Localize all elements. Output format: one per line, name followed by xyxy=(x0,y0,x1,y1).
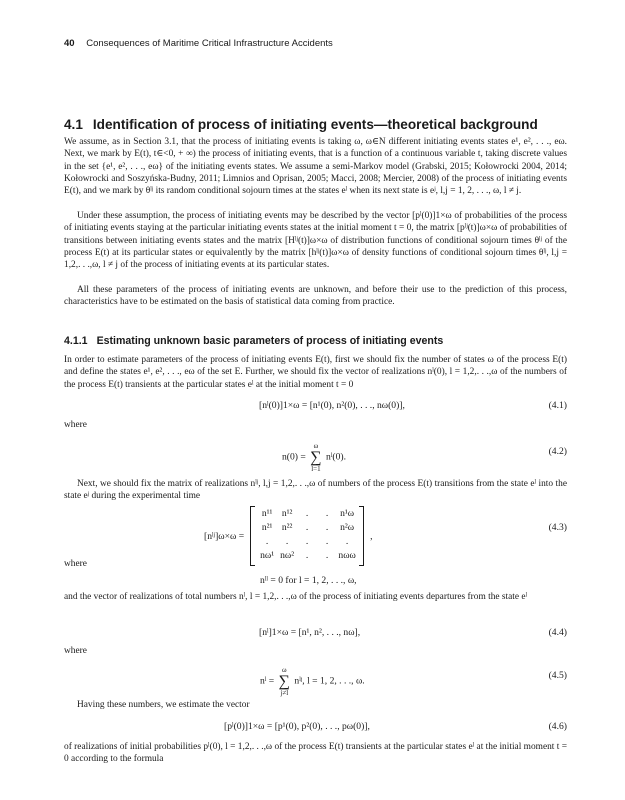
matrix-cell: nω² xyxy=(280,550,295,561)
section-title: Identification of process of initiating events—theoretical background xyxy=(92,117,538,132)
equation-4-3-number: (4.3) xyxy=(548,522,567,533)
equation-4-2-lhs: n(0) = xyxy=(282,451,306,463)
summation-symbol xyxy=(279,666,290,697)
matrix-cell: n²² xyxy=(281,522,293,533)
sigma-glyph: ∑ xyxy=(278,673,291,690)
matrix-cell: n²¹ xyxy=(261,522,273,533)
section-heading xyxy=(64,117,538,132)
equation-4-4-number: (4.4) xyxy=(548,627,567,638)
equation-4-6 xyxy=(64,721,567,735)
matrix-cell: n¹² xyxy=(281,508,293,519)
matrix-cell: nωω xyxy=(338,550,356,561)
equation-4-3-trail: , xyxy=(370,530,373,542)
equation-4-5-number: (4.5) xyxy=(548,670,567,681)
equation-4-3 xyxy=(204,506,373,566)
where-label-1: where xyxy=(64,420,87,430)
equation-4-1-number: (4.1) xyxy=(548,400,567,411)
matrix-cell: . xyxy=(325,536,329,547)
matrix-cell: . xyxy=(305,508,309,519)
paragraph-having-numbers: Having these numbers, we estimate the vector xyxy=(77,700,250,710)
equation-4-5-lhs: nˡ = xyxy=(260,675,275,687)
matrix-cell: . xyxy=(345,536,349,547)
sigma-glyph: ∑ xyxy=(310,449,322,466)
matrix-cell: . xyxy=(285,536,289,547)
paragraph-process-description: Under these assumption, the process of initiating events may be described by the vector [pˡ(0)]1×ω of probabilities of the process of initiating events staying at the particular initiating events states at the initial moment t = 0, the matrix [pˡʲ(t)]ω×ω of probabilities of transitions between initiating events states and the matrix [Hˡʲ(t)]ω×ω of distribution functions of conditional sojourn times θˡʲ of the process E(t) at its particular states or equivalently by the matrix [hˡʲ(t)]ω×ω of density functions of conditional sojourn times θˡʲ, l,j = 1,2,. . .,ω, l ≠ j of the process of initiating events at its particular states. xyxy=(64,211,567,271)
where-label-3: where xyxy=(64,646,87,656)
equation-diagonal-zero xyxy=(64,575,567,589)
matrix-cell: . xyxy=(305,522,309,533)
equation-4-2-number: (4.2) xyxy=(548,446,567,457)
paragraph-estimation-intro: In order to estimate parameters of the process of initiating events E(t), first we should fix the number of states ω of the process E(t) and define the states e¹, e², . . ., eω of the set E. Further, we should fix the vector of realizations nˡ(0), l = 1,2,. . .,ω of the numbers of the process E(t) transients at the particular states eˡ at the initial moment t = 0 xyxy=(64,355,567,390)
equation-4-4-body: [nˡ]1×ω = [n¹, n², . . ., nω], xyxy=(259,627,361,638)
summation-upper-limit: ω xyxy=(313,442,319,450)
subsection-title: Estimating unknown basic parameters of process of initiating events xyxy=(96,335,444,347)
subsection-heading xyxy=(64,335,443,347)
equation-4-3-label xyxy=(64,522,567,536)
running-head-title: Consequences of Maritime Critical Infrastructure Accidents xyxy=(86,38,333,49)
equation-4-1-body: [nˡ(0)]1×ω = [n¹(0), n²(0), . . ., nω(0)], xyxy=(259,400,405,411)
summation-lower-limit: l=1 xyxy=(311,465,321,473)
equation-4-2-body xyxy=(282,442,346,473)
paragraph-model-assumption: We assume, as in Section 3.1, that the process of initiating events is taking ω, ω∈N different initiating events states e¹, e², . . ., eω. Next, we mark by E(t), t∈<0, + ∞) the process of initiating events, that is a function of a continuous variable t, taking discrete values in the set {e¹, e², . . ., eω} of the initiating events states. We assume a semi-Markov model (Grabski, 2015; Kołowrocki 2004, 2014; Kołowrocki and Soszyńska-Budny, 2011; Limnios and Oprisan, 2005; Macci, 2008; Mercier, 2008) of the process of initiating events E(t), and we mark by θˡʲ its random conditional sojourn times at the states eˡ when its next state is eʲ, l,j = 1, 2, . . ., ω, l ≠ j. xyxy=(64,137,567,197)
equation-4-6-body: [pˡ(0)]1×ω = [p¹(0), p²(0), . . ., pω(0)], xyxy=(224,721,370,732)
where-label-2: where xyxy=(64,559,87,569)
running-head xyxy=(64,38,567,52)
page-number: 40 xyxy=(64,38,75,49)
matrix-cell: n¹¹ xyxy=(261,508,273,519)
equation-4-2-rhs: nˡ(0). xyxy=(326,451,346,463)
summation-lower-limit: j≠l xyxy=(280,689,289,697)
summation-upper-limit: ω xyxy=(282,666,287,674)
equation-diagonal-zero-body: nˡˡ = 0 for l = 1, 2, . . ., ω, xyxy=(260,575,357,586)
paragraph-transition-matrix: Next, we should fix the matrix of realizations nˡʲ, l,j = 1,2,. . .,ω of numbers of the process E(t) transitions from the state eˡ into the state eʲ during the experimental time xyxy=(64,479,567,502)
matrix-cell: n¹ω xyxy=(340,508,355,519)
equation-4-2 xyxy=(64,436,567,473)
equation-4-1 xyxy=(64,400,567,414)
summation-symbol xyxy=(310,442,321,473)
equation-4-3-lhs: [nˡʲ]ω×ω = xyxy=(204,530,245,542)
matrix-cell: n²ω xyxy=(340,522,355,533)
paragraph-departure-numbers: and the vector of realizations of total numbers nˡ, l = 1,2,. . .,ω of the process of initiating events departures from the state eˡ xyxy=(64,592,528,602)
matrix-cell: . xyxy=(305,536,309,547)
matrix-cell: . xyxy=(265,536,269,547)
matrix-cell: . xyxy=(325,550,329,561)
equation-4-6-number: (4.6) xyxy=(548,721,567,732)
subsection-number: 4.1.1 xyxy=(64,335,88,347)
equation-4-5 xyxy=(64,660,567,697)
matrix-cell: . xyxy=(305,550,309,561)
equation-4-5-body xyxy=(260,666,365,697)
matrix-cell: . xyxy=(325,522,329,533)
paragraph-unknown-parameters: All these parameters of the process of initiating events are unknown, and before their use to the prediction of this process, characteristics have to be estimated on the basis of statistical data coming from practice. xyxy=(64,285,567,308)
section-number: 4.1 xyxy=(64,117,83,132)
matrix-cell: nω¹ xyxy=(260,550,275,561)
paragraph-initial-probabilities: of realizations of initial probabilities pˡ(0), l = 1,2,. . .,ω of the process E(t) transients at the particular states eˡ at the initial moment t = 0 according to the formula xyxy=(64,742,567,765)
matrix-cell: . xyxy=(325,508,329,519)
transition-count-matrix xyxy=(250,506,364,566)
equation-4-5-rhs: nˡʲ, l = 1, 2, . . ., ω. xyxy=(294,675,365,687)
page xyxy=(64,38,567,765)
equation-4-4 xyxy=(64,627,567,641)
